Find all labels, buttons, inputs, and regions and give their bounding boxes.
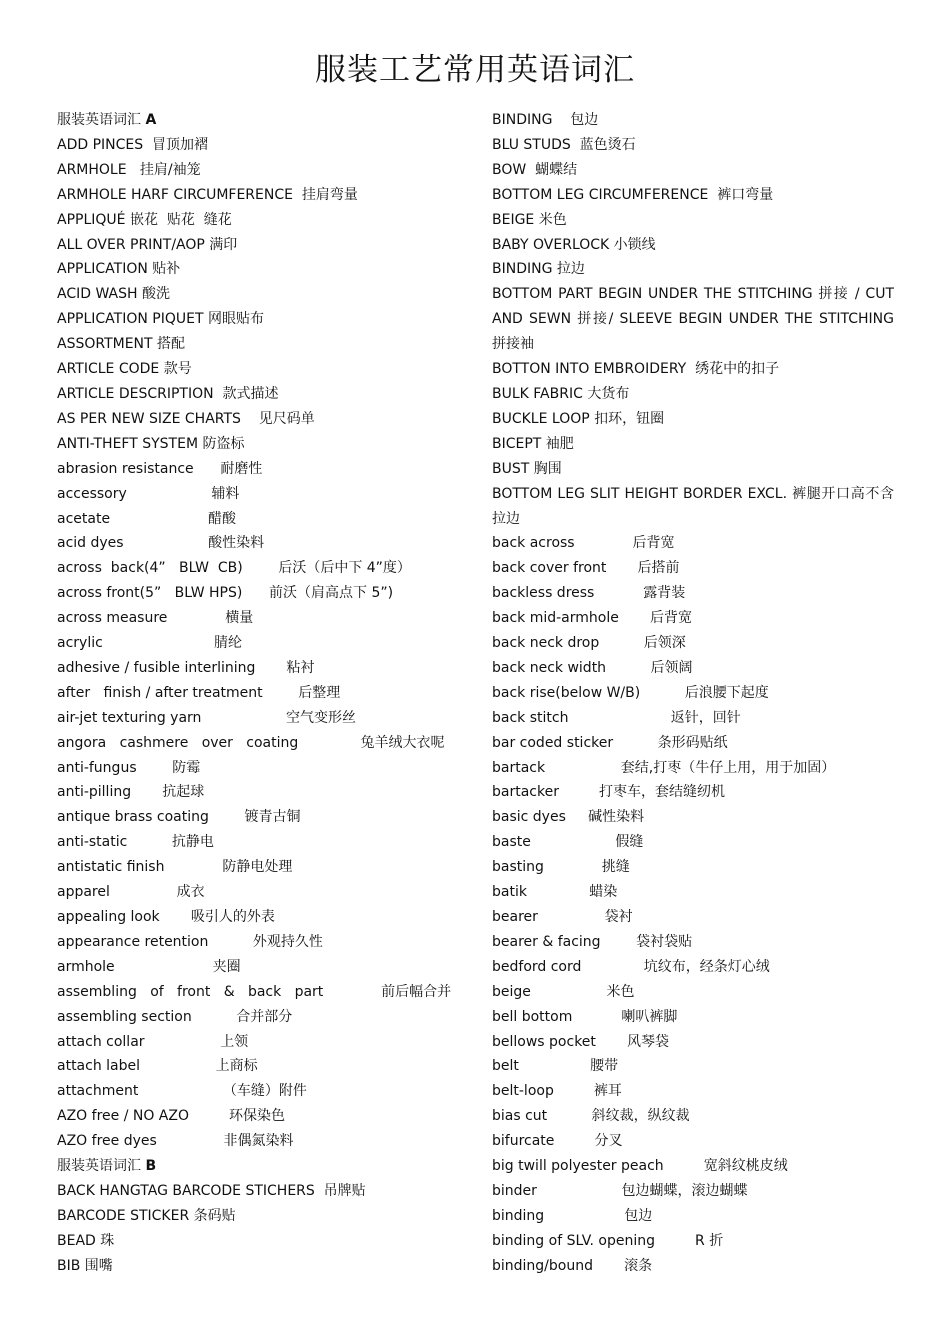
glossary-entry: [57, 158, 467, 183]
entry-text: beige 米色: [492, 983, 635, 1000]
glossary-entry: [57, 407, 467, 432]
glossary-entry: [492, 1079, 894, 1104]
entry-text: BUCKLE LOOP 扣环，钮圈: [492, 410, 665, 427]
glossary-entry: [57, 432, 467, 457]
glossary-entry: [57, 382, 467, 407]
entry-text: APPLIQUÉ 嵌花 贴花 缝花: [57, 211, 232, 228]
entry-text: appealing look 吸引人的外表: [57, 909, 275, 925]
glossary-entry: [492, 457, 894, 482]
entry-text: bartack 套结,打枣（牛仔上用，用于加固）: [492, 759, 836, 776]
entry-text: back neck width 后领阔: [492, 659, 693, 676]
entry-text: back cover front 后搭前: [492, 560, 680, 577]
entry-text: BICEPT 袖肥: [492, 435, 574, 452]
right-column: [492, 108, 894, 1279]
entry-text: binding of SLV. opening R 折: [492, 1232, 724, 1249]
glossary-entry: [57, 830, 467, 855]
entry-text: 服装英语词汇: [57, 1158, 146, 1175]
glossary-entry: [492, 656, 894, 681]
entry-text: ANTI-THEFT SYSTEM 防盗标: [57, 435, 245, 452]
glossary-entry: [57, 183, 467, 208]
glossary-entry: [57, 307, 467, 332]
glossary-entry: [492, 158, 894, 183]
glossary-entry: [492, 357, 894, 382]
entry-text: accessory 辅料: [57, 485, 240, 502]
entry-text: BEIGE 米色: [492, 211, 567, 228]
entry-text: binding 包边: [492, 1207, 653, 1224]
glossary-entry: [57, 706, 467, 731]
entry-text: ARMHOLE HARF CIRCUMFERENCE 挂肩弯量: [57, 186, 358, 203]
glossary-entry: [492, 780, 894, 805]
glossary-entry: [57, 780, 467, 805]
glossary-entry: [57, 1204, 467, 1229]
glossary-entry: [492, 1204, 894, 1229]
entry-text: abrasion resistance 耐磨性: [57, 460, 263, 477]
glossary-entry: [492, 133, 894, 158]
glossary-entry: [492, 905, 894, 930]
glossary-entry: [492, 1054, 894, 1079]
entry-text: appearance retention 外观持久性: [57, 933, 323, 950]
entry-text: bellows pocket 风琴袋: [492, 1033, 670, 1050]
entry-text: batik 蜡染: [492, 884, 618, 901]
entry-text: adhesive / fusible interlining 粘衬: [57, 659, 315, 676]
entry-text: anti-static 抗静电: [57, 834, 214, 851]
entry-text: BOTTOM LEG SLIT HEIGHT BORDER EXCL. 裤腿开口高不含拉边: [492, 485, 894, 527]
entry-text: bifurcate 分叉: [492, 1133, 623, 1150]
entry-text: acid dyes 酸性染料: [57, 535, 265, 552]
entry-text: assembling of front & back part 前后幅合并: [57, 983, 452, 1000]
entry-text: air-jet texturing yarn 空气变形丝: [57, 709, 356, 726]
glossary-entry: [57, 880, 467, 905]
entry-text: after finish / after treatment 后整理: [57, 684, 341, 701]
entry-text: belt 腰带: [492, 1058, 619, 1075]
entry-text: BINDING 拉边: [492, 261, 585, 278]
entry-text: APPLICATION 贴补: [57, 261, 181, 278]
entry-text: across measure 横量: [57, 610, 254, 627]
entry-text: baste 假缝: [492, 834, 644, 851]
entry-text: AZO free / NO AZO 环保染色: [57, 1108, 286, 1125]
glossary-entry: [492, 382, 894, 407]
section-heading: [57, 108, 467, 133]
glossary-entry: [57, 1179, 467, 1204]
glossary-entry: [57, 357, 467, 382]
glossary-entry: [492, 282, 894, 357]
glossary-entry: [492, 855, 894, 880]
entry-text: bar coded sticker 条形码贴纸: [492, 734, 728, 751]
entry-text: antique brass coating 镀青古铜: [57, 809, 301, 826]
entry-text: BEAD 珠: [57, 1232, 115, 1249]
entry-text: ARMHOLE 挂肩/袖笼: [57, 161, 201, 178]
entry-text: bartacker 打枣车，套结缝纫机: [492, 784, 726, 801]
glossary-entry: [492, 706, 894, 731]
entry-text: apparel 成衣: [57, 884, 205, 901]
entry-text: assembling section 合并部分: [57, 1008, 293, 1025]
entry-text: antistatic finish 防静电处理: [57, 859, 293, 876]
entry-text: AZO free dyes 非偶氮染料: [57, 1133, 294, 1150]
entry-text: across back(4” BLW CB) 后沃（后中下 4”度）: [57, 560, 411, 577]
entry-text: acrylic 腈纶: [57, 635, 243, 652]
entry-text: BLU STUDS 蓝色烫石: [492, 136, 636, 153]
entry-text: BABY OVERLOCK 小锁线: [492, 236, 656, 253]
left-column: [57, 108, 467, 1279]
entry-text: attachment （车缝）附件: [57, 1083, 307, 1100]
glossary-entry: [57, 1104, 467, 1129]
glossary-entry: [57, 1030, 467, 1055]
section-heading: [57, 1154, 467, 1179]
entry-text: angora cashmere over coating 兔羊绒大衣呢: [57, 734, 445, 751]
entry-text: acetate 醋酸: [57, 510, 236, 527]
glossary-entry: [492, 980, 894, 1005]
glossary-entry: [57, 1254, 467, 1279]
glossary-entry: [57, 905, 467, 930]
entry-text: BOTTOM LEG CIRCUMFERENCE 裤口弯量: [492, 186, 774, 203]
entry-text: backless dress 露背装: [492, 585, 686, 602]
entry-text: big twill polyester peach 宽斜纹桃皮绒: [492, 1158, 788, 1175]
glossary-entry: [492, 1179, 894, 1204]
glossary-entry: [492, 930, 894, 955]
glossary-entry: [57, 681, 467, 706]
glossary-entry: [57, 482, 467, 507]
entry-text: across front(5” BLW HPS) 前沃（肩高点下 5”): [57, 585, 394, 602]
entry-text: armhole 夹圈: [57, 958, 241, 975]
glossary-entry: [57, 507, 467, 532]
entry-text: BOTTOM PART BEGIN UNDER THE STITCHING 拼接 / CUT AND SEWN 拼接/ SLEEVE BEGIN UNDER THE STITCHING 拼接袖: [492, 286, 894, 353]
glossary-entry: [57, 1079, 467, 1104]
entry-text: BARCODE STICKER 条码贴: [57, 1207, 236, 1224]
glossary-entry: [492, 531, 894, 556]
glossary-entry: [492, 1154, 894, 1179]
glossary-entry: [492, 1104, 894, 1129]
glossary-entry: [57, 208, 467, 233]
glossary-entry: [57, 282, 467, 307]
entry-text: bedford cord 坑纹布，经条灯心绒: [492, 958, 770, 975]
glossary-entry: [57, 1054, 467, 1079]
entry-text: BULK FABRIC 大货布: [492, 385, 630, 402]
glossary-entry: [492, 805, 894, 830]
glossary-entry: [492, 581, 894, 606]
glossary-entry: [492, 1005, 894, 1030]
entry-text: ARTICLE CODE 款号: [57, 361, 192, 378]
glossary-entry: [57, 332, 467, 357]
glossary-entry: [57, 756, 467, 781]
glossary-entry: [57, 457, 467, 482]
glossary-entry: [57, 930, 467, 955]
glossary-entry: [492, 208, 894, 233]
entry-text: bias cut 斜纹裁，纵纹裁: [492, 1108, 690, 1125]
glossary-entry: [492, 731, 894, 756]
entry-text: anti-fungus 防霉: [57, 759, 201, 776]
entry-text: 服装英语词汇: [57, 112, 146, 128]
entry-text: BINDING 包边: [492, 112, 599, 128]
glossary-entry: [492, 482, 894, 532]
entry-text: ARTICLE DESCRIPTION 款式描述: [57, 385, 279, 402]
entry-text: bearer 袋衬: [492, 909, 633, 925]
entry-text: back stitch 返针，回针: [492, 709, 741, 726]
glossary-entry: [492, 880, 894, 905]
entry-text: bell bottom 喇叭裤脚: [492, 1008, 678, 1025]
entry-text: back across 后背宽: [492, 535, 675, 552]
entry-text: APPLICATION PIQUET 网眼贴布: [57, 311, 264, 328]
section-letter: A: [145, 112, 157, 128]
entry-text: anti-pilling 抗起球: [57, 784, 205, 801]
glossary-entry: [57, 855, 467, 880]
entry-text: attach label 上商标: [57, 1058, 258, 1075]
entry-text: BOW 蝴蝶结: [492, 161, 578, 178]
glossary-entry: [57, 731, 467, 756]
glossary-entry: [57, 980, 467, 1005]
glossary-entry: [492, 407, 894, 432]
entry-text: BOTTON INTO EMBROIDERY 绣花中的扣子: [492, 361, 780, 378]
entry-text: binding/bound 滚条: [492, 1257, 653, 1274]
glossary-entry: [57, 1129, 467, 1154]
glossary-entry: [57, 257, 467, 282]
glossary-entry: [57, 955, 467, 980]
glossary-entry: [492, 1229, 894, 1254]
glossary-entry: [492, 681, 894, 706]
glossary-entry: [492, 955, 894, 980]
glossary-entry: [492, 1254, 894, 1279]
entry-text: back mid-armhole 后背宽: [492, 610, 693, 627]
glossary-entry: [492, 233, 894, 258]
glossary-entry: [492, 1030, 894, 1055]
glossary-entry: [492, 606, 894, 631]
glossary-entry: [57, 1005, 467, 1030]
entry-text: ACID WASH 酸洗: [57, 286, 170, 303]
section-letter: B: [145, 1158, 157, 1175]
glossary-entry: [492, 183, 894, 208]
entry-text: AS PER NEW SIZE CHARTS 见尺码单: [57, 410, 315, 427]
entry-text: basting 挑缝: [492, 859, 630, 876]
glossary-entry: [57, 656, 467, 681]
glossary-entry: [57, 556, 467, 581]
glossary-entry: [492, 631, 894, 656]
glossary-entry: [492, 756, 894, 781]
glossary-entry: [57, 1229, 467, 1254]
entry-text: ALL OVER PRINT/AOP 满印: [57, 236, 238, 253]
glossary-entry: [492, 108, 894, 133]
entry-text: basic dyes 碱性染料: [492, 809, 645, 826]
glossary-entry: [492, 1129, 894, 1154]
glossary-entry: [492, 432, 894, 457]
glossary-entry: [57, 581, 467, 606]
glossary-entry: [57, 531, 467, 556]
glossary-entry: [492, 556, 894, 581]
entry-text: back rise(below W/B) 后浪腰下起度: [492, 684, 769, 701]
glossary-entry: [492, 257, 894, 282]
glossary-entry: [57, 606, 467, 631]
entry-text: bearer & facing 袋衬袋贴: [492, 933, 693, 950]
entry-text: BUST 胸围: [492, 460, 562, 477]
glossary-entry: [492, 830, 894, 855]
entry-text: ADD PINCES 冒顶加褶: [57, 136, 209, 153]
glossary-entry: [57, 233, 467, 258]
entry-text: back neck drop 后领深: [492, 635, 686, 652]
glossary-entry: [57, 133, 467, 158]
entry-text: BACK HANGTAG BARCODE STICHERS 吊牌贴: [57, 1182, 366, 1199]
entry-text: BIB 围嘴: [57, 1257, 113, 1274]
entry-text: attach collar 上领: [57, 1033, 249, 1050]
entry-text: ASSORTMENT 搭配: [57, 336, 186, 353]
entry-text: belt-loop 裤耳: [492, 1083, 622, 1100]
page-title: 服装工艺常用英语词汇: [315, 52, 635, 88]
glossary-entry: [57, 805, 467, 830]
entry-text: binder 包边蝴蝶，滚边蝴蝶: [492, 1182, 748, 1199]
glossary-entry: [57, 631, 467, 656]
